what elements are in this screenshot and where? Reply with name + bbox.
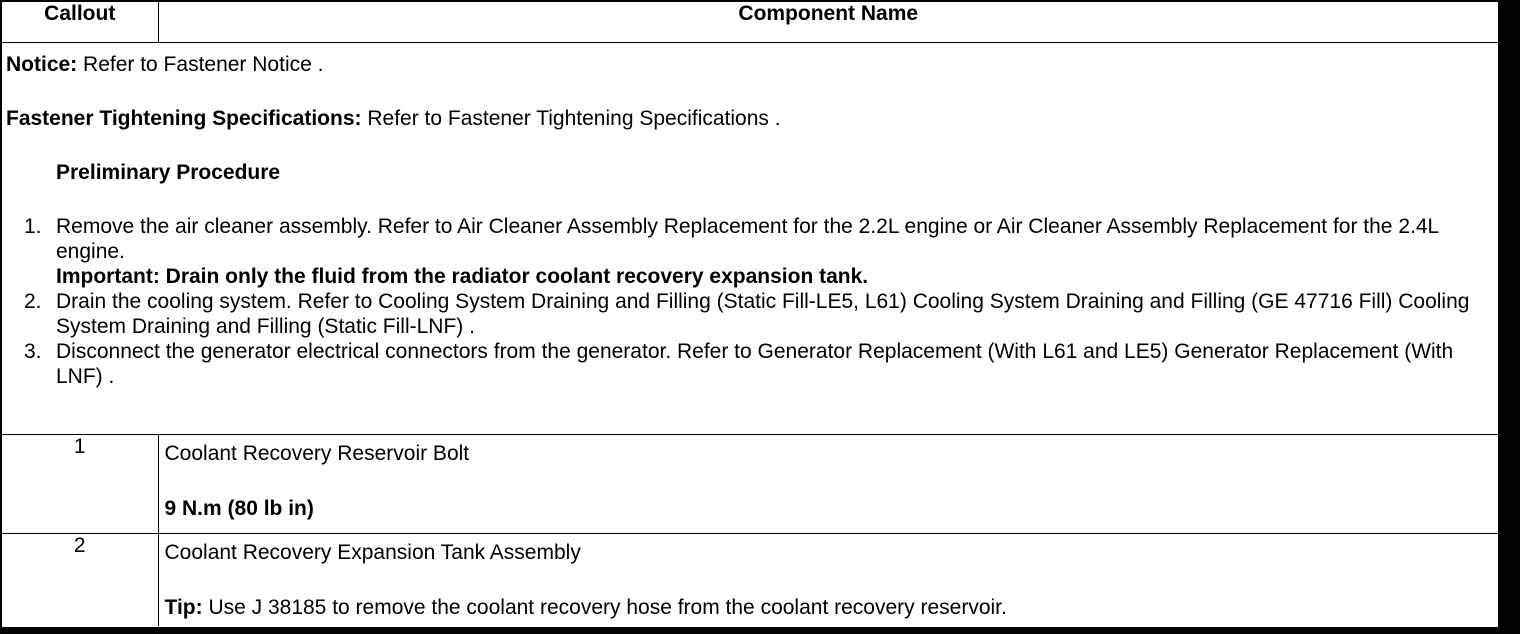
- component-name: Coolant Recovery Expansion Tank Assembly: [164, 541, 581, 564]
- procedure-title: Preliminary Procedure: [56, 161, 281, 184]
- table-row: [2, 534, 1498, 627]
- tip-line: [165, 595, 1493, 620]
- step-text: Disconnect the generator electrical connectors from the generator. Refer to Generator Replacement (With L61 and LE5) Generator Replacement (With LNF) .: [56, 340, 1454, 388]
- component-cell: [158, 534, 1498, 627]
- notice-label: Notice:: [6, 53, 78, 76]
- table-header-row: [2, 2, 1498, 43]
- step-number: 2.: [24, 290, 42, 313]
- step-number: 3.: [24, 340, 42, 363]
- procedure-steps: [6, 214, 1494, 389]
- step-text: Remove the air cleaner assembly. Refer to Air Cleaner Assembly Replacement for the 2.2L engine or Air Cleaner Assembly Replacement for the 2.4L engine.: [56, 215, 1439, 263]
- component-name: Coolant Recovery Reservoir Bolt: [164, 442, 470, 465]
- component-name-column-header: Component Name: [158, 2, 1498, 43]
- notes-cell: [2, 43, 1498, 435]
- tip-label: Tip:: [164, 596, 203, 619]
- notice-text: Refer to Fastener Notice .: [77, 53, 324, 76]
- important-note: Important: Drain only the fluid from the radiator coolant recovery expansion tank.: [56, 265, 869, 288]
- fastener-spec-line: [6, 106, 1494, 131]
- callout-number: 1: [2, 435, 158, 534]
- procedure-step: [6, 339, 1494, 389]
- step-number: 1.: [24, 215, 42, 238]
- callout-column-header: Callout: [2, 2, 158, 43]
- step-text: Drain the cooling system. Refer to Cooling System Draining and Filling (Static Fill-LE5, L61) Cooling System Draining and Filling (GE 47716 Fill) Cooling System Draining and Filling (Static Fill-LNF) .: [56, 290, 1470, 338]
- tip-text: Use J 38185 to remove the coolant recovery hose from the coolant recovery reservoir.: [202, 596, 1007, 619]
- table-row: [2, 435, 1498, 534]
- notes-row: [2, 43, 1498, 435]
- torque-spec: 9 N.m (80 lb in): [164, 497, 314, 520]
- notice-line: [6, 52, 1494, 77]
- fastener-spec-text: Refer to Fastener Tightening Specifications .: [361, 107, 781, 130]
- callout-number: 2: [2, 534, 158, 627]
- procedure-step: [6, 214, 1494, 289]
- component-cell: [158, 435, 1498, 534]
- fastener-spec-label: Fastener Tightening Specifications:: [6, 107, 362, 130]
- procedure-step: [6, 289, 1494, 339]
- component-table: [2, 2, 1498, 626]
